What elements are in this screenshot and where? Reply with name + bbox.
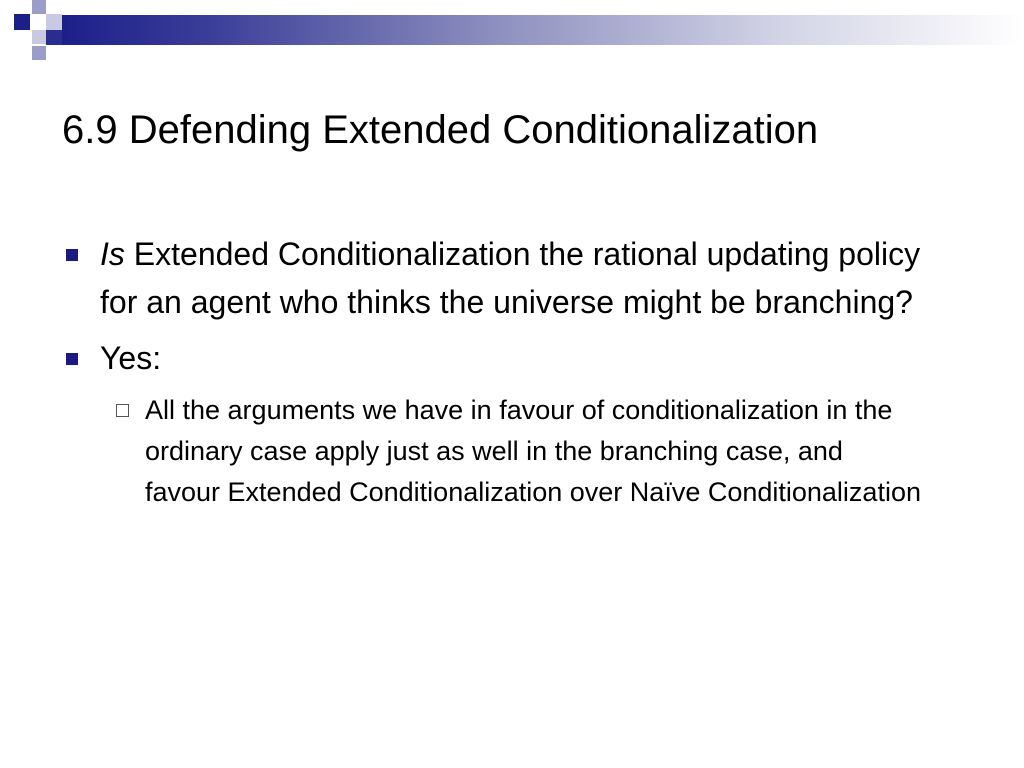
sub-bullet-item	[100, 390, 925, 513]
bullet-text: Yes:	[100, 340, 162, 376]
header-square-navy	[46, 30, 62, 45]
bullet-item	[62, 334, 962, 382]
square-bullet-icon	[66, 353, 78, 365]
header-square-navy	[14, 14, 30, 30]
bullet-lead-italic: Is	[100, 236, 125, 272]
header-square-lavender	[32, 46, 46, 60]
bullet-list	[62, 230, 962, 513]
header-square-lavender	[46, 14, 62, 30]
hollow-square-bullet-icon	[116, 404, 129, 417]
square-bullet-icon	[66, 249, 78, 261]
header-gradient-bar	[62, 15, 1024, 45]
bullet-text: Extended Conditionalization the rational updating policy for an agent who thinks the universe might be branching?	[100, 236, 921, 320]
bullet-item	[62, 230, 962, 326]
sub-bullet-text: All the arguments we have in favour of conditionalization in the ordinary case apply just as well in the branching case, and favour Extended Conditionalization over Naïve Conditionalization	[145, 395, 921, 507]
slide-title: 6.9 Defending Extended Conditionalization	[62, 108, 819, 152]
header-square-lavender	[32, 30, 46, 44]
header-square-lavender	[32, 0, 46, 14]
